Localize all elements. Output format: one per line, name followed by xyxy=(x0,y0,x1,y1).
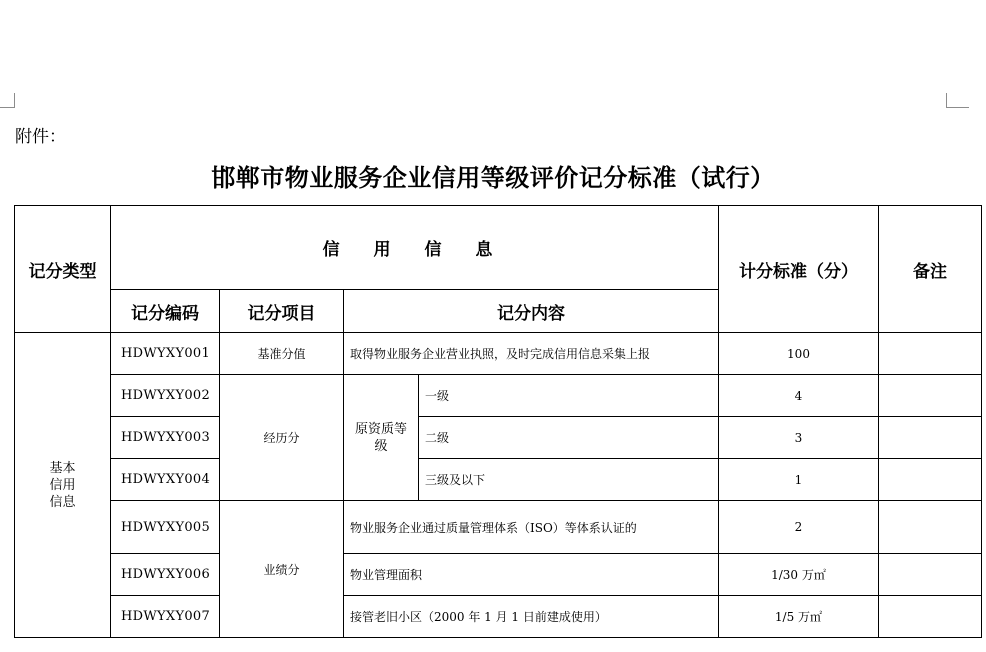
row-remark xyxy=(879,596,982,638)
row-content: 一级 xyxy=(419,375,719,417)
table-row xyxy=(15,375,982,417)
scoring-standard-table xyxy=(14,205,982,638)
row-remark xyxy=(879,554,982,596)
header-score-code: 记分编码 xyxy=(111,290,220,333)
header-credit-info: 信 用 信 息 xyxy=(111,206,719,290)
row-content: 取得物业服务企业营业执照，及时完成信用信息采集上报 xyxy=(344,333,719,375)
row-remark xyxy=(879,459,982,501)
document-title: 邯郸市物业服务企业信用等级评价记分标准（试行） xyxy=(211,164,775,192)
row-remark xyxy=(879,375,982,417)
row-code: HDWYXY007 xyxy=(111,596,220,638)
row-score: 100 xyxy=(719,333,879,375)
item-experience: 经历分 xyxy=(220,375,344,501)
attachment-label: 附件： xyxy=(15,127,66,147)
table-row xyxy=(15,333,982,375)
table-row xyxy=(15,459,982,501)
row-score: 1/30 万㎡ xyxy=(719,554,879,596)
row-remark xyxy=(879,417,982,459)
item-original-qualification: 原资质等 级 xyxy=(344,375,419,501)
row-code: HDWYXY001 xyxy=(111,333,220,375)
row-content: 物业服务企业通过质量管理体系（ISO）等体系认证的 xyxy=(344,501,719,554)
row-remark xyxy=(879,501,982,554)
category-basic-credit-info: 基本 信用 信息 xyxy=(15,333,111,638)
row-code: HDWYXY006 xyxy=(111,554,220,596)
row-score: 4 xyxy=(719,375,879,417)
table-row xyxy=(15,417,982,459)
row-score: 1 xyxy=(719,459,879,501)
row-score: 1/5 万㎡ xyxy=(719,596,879,638)
header-score-standard: 计分标准（分） xyxy=(719,206,879,333)
header-row-1 xyxy=(15,206,982,290)
header-score-type: 记分类型 xyxy=(15,206,111,333)
row-code: HDWYXY002 xyxy=(111,375,220,417)
row-code: HDWYXY003 xyxy=(111,417,220,459)
page-corner-mark-left xyxy=(0,93,15,108)
row-content: 物业管理面积 xyxy=(344,554,719,596)
row-content: 二级 xyxy=(419,417,719,459)
table-row xyxy=(15,554,982,596)
row-remark xyxy=(879,333,982,375)
item-base-score: 基准分值 xyxy=(220,333,344,375)
row-code: HDWYXY004 xyxy=(111,459,220,501)
item-performance: 业绩分 xyxy=(220,501,344,638)
row-content: 三级及以下 xyxy=(419,459,719,501)
page-corner-mark-right xyxy=(946,93,969,108)
row-content: 接管老旧小区（2000 年 1 月 1 日前建成使用） xyxy=(344,596,719,638)
row-score: 2 xyxy=(719,501,879,554)
table-row xyxy=(15,596,982,638)
row-score: 3 xyxy=(719,417,879,459)
header-score-content: 记分内容 xyxy=(344,290,719,333)
header-score-item: 记分项目 xyxy=(220,290,344,333)
table-row xyxy=(15,501,982,554)
header-remark: 备注 xyxy=(879,206,982,333)
row-code: HDWYXY005 xyxy=(111,501,220,554)
